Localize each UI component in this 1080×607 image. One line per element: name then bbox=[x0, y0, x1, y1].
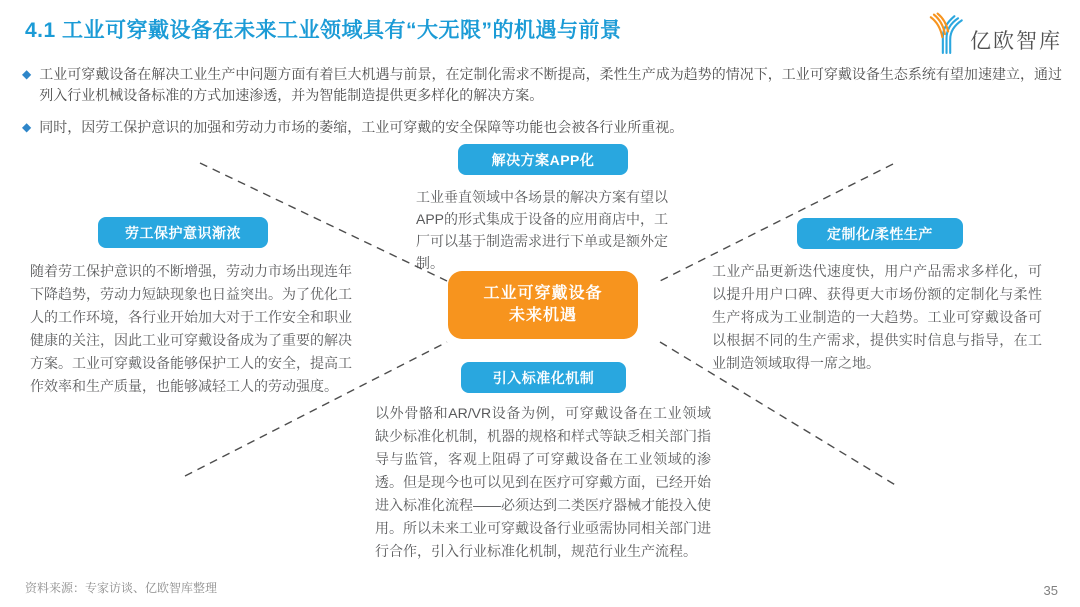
node-description-solution-app: 工业垂直领域中各场景的解决方案有望以APP的形式集成于设备的应用商店中，工厂可以基于制造需求进行下单或是额外定制。 bbox=[416, 189, 669, 271]
center-box-line2: 未来机遇 bbox=[508, 307, 577, 324]
center-box-line1: 工业可穿戴设备 bbox=[483, 285, 603, 302]
page-title: 4.1 工业可穿戴设备在未来工业领域具有“大无限”的机遇与前景 bbox=[25, 19, 622, 42]
node-description-standardization: 以外骨骼和AR/VR设备为例，可穿戴设备在工业领域缺少标准化机制，机器的规格和样式等缺乏相关部门指导与监管，客观上阻碍了可穿戴设备在工业领域的渗透。但是现今也可以见到在医疗可穿戴方面，已经开始进入标准化流程——必须达到二类医疗器械才能投入使用。所以未来工业可穿戴设备行业亟需协同相关部门进行合作，引入行业标准化机制，规范行业生产流程。 bbox=[375, 405, 711, 559]
node-label-solution-app: 解决方案APP化 bbox=[458, 144, 628, 175]
source-note: 资料来源：专家访谈、亿欧智库整理 bbox=[25, 581, 218, 595]
node-description-customization: 工业产品更新迭代速度快，用户产品需求多样化，可以提升用户口碑、获得更大市场份额的定制化与柔性生产将成为工业制造的一大趋势。工业可穿戴设备可以根据不同的生产需求，提供实时信息与指导，在工业制造领域取得一席之地。 bbox=[712, 263, 1042, 371]
brand-logo-text: 亿欧智库 bbox=[970, 30, 1062, 53]
page-number: 35 bbox=[1043, 583, 1058, 598]
node-label-labor-protection: 劳工保护意识渐浓 bbox=[98, 217, 268, 248]
node-label-standardization: 引入标准化机制 bbox=[461, 362, 626, 393]
bullet-text: 工业可穿戴设备在解决工业生产中问题方面有着巨大机遇与前景，在定制化需求不断提高，柔性生产成为趋势的情况下，工业可穿戴设备生态系统有望加速建立，通过列入行业机械设备标准的方式加速渗透，并为智能制造提供更多样化的解决方案。 bbox=[39, 66, 1062, 103]
diamond-bullet-icon: ◆ bbox=[22, 67, 32, 81]
node-label-customization: 定制化/柔性生产 bbox=[797, 218, 963, 249]
center-opportunity-box bbox=[448, 271, 638, 339]
node-description-labor-protection: 随着劳工保护意识的不断增强，劳动力市场出现连年下降趋势，劳动力短缺现象也日益突出。为了优化工人的工作环境，各行业开始加大对于工作安全和职业健康的关注，因此工业可穿戴设备成为了重要的解决方案。工业可穿戴设备能够保护工人的安全，提高工作效率和生产质量，也能够减轻工人的劳动强度。 bbox=[30, 263, 352, 394]
diamond-bullet-icon: ◆ bbox=[22, 120, 32, 134]
bullet-text: 同时，因劳工保护意识的加强和劳动力市场的萎缩，工业可穿戴的安全保障等功能也会被各行业所重视。 bbox=[39, 119, 684, 135]
